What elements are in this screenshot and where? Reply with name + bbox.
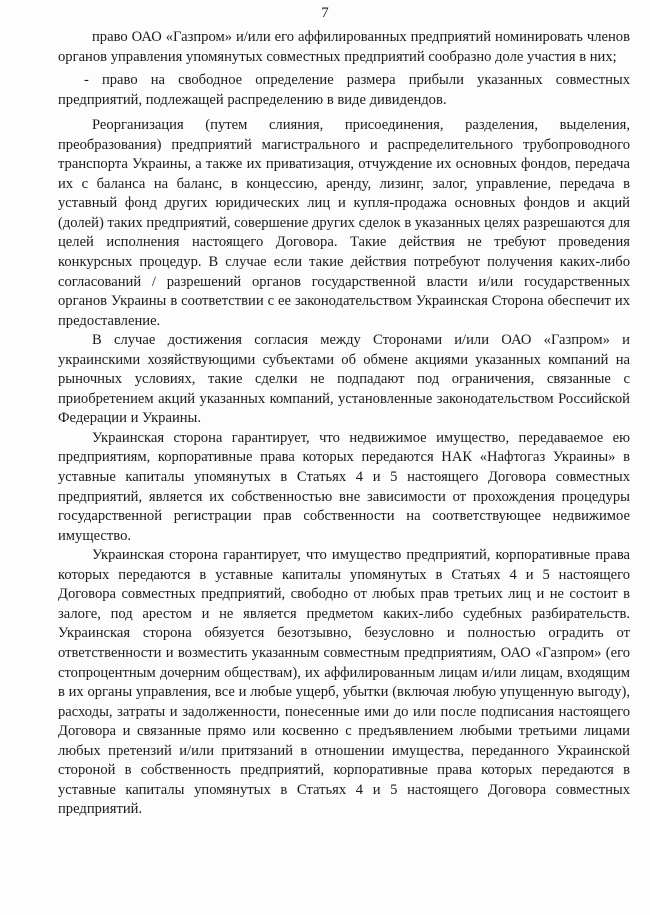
page-number: 7 bbox=[321, 5, 329, 21]
paragraph-1: право ОАО «Газпром» и/или его аффилированных предприятий номинировать членов органов управления упомянутых совместных предприятий сообразно доле участия в них; bbox=[58, 29, 630, 65]
paragraph-5: Украинская сторона гарантирует, что недвижимое имущество, передаваемое ею предприятиям, корпоративные права которых передаются НАК «Нафтогаз Украины» в уставные капиталы упомянутых в Статьях 4 и 5 настоящего Договора совместных предприятий, является их собственностью вне зависимости от прохождения процедуры государственной регистрации прав собственности на соответствующее недвижимое имущество. bbox=[58, 429, 630, 544]
paragraph-4: В случае достижения согласия между Сторонами и/или ОАО «Газпром» и украинскими хозяйствующими субъектами об обмене акциями указанных компаний на рыночных условиях, такие сделки не подпадают под ограничения, связанные с приобретением акций указанных компаний, установленные законодательством Российской Федерации и Украины. bbox=[58, 332, 630, 427]
document-body bbox=[58, 28, 630, 820]
paragraph-3: Реорганизация (путем слияния, присоединения, разделения, выделения, преобразования) предприятий магистрального и распределительного трубопроводного транспорта Украины, а также их приватизация, отчуждение их основных фондов, передача их с баланса на баланс, в концессию, аренду, лизинг, залог, управление, передача в уставный фонд других юридических лиц и купля-продажа основных фондов и акций (долей) таких предприятий, совершение других сделок в указанных целях разрешаются для целей исполнения настоящего Договора. Такие действия не требуют проведения конкурсных процедур. В случае если такие действия потребуют получения каких-либо согласований / разрешений органов государственной власти и/или государственных органов Украины в соответствии с ее законодательством Украинская Сторона обеспечит их предоставление. bbox=[58, 117, 630, 329]
paragraph-2: - право на свободное определение размера прибыли указанных совместных предприятий, подлежащей распределению в виде дивидендов. bbox=[58, 72, 630, 108]
paragraph-6: Украинская сторона гарантирует, что имущество предприятий, корпоративные права которых передаются в уставные капиталы упомянутых в Статьях 4 и 5 настоящего Договора совместных предприятий, свободно от любых прав третьих лиц и не состоит в залоге, под арестом и не является предметом каких-либо судебных разбирательств. Украинская сторона обязуется безотзывно, безусловно и полностью оградить от ответственности и возместить указанным совместным предприятиям, ОАО «Газпром» (его стопроцентным дочерним обществам), их аффилированным лицам и/или лицам, входящим в их органы управления, все и любые ущерб, убытки (включая любую упущенную выгоду), расходы, затраты и задолженности, понесенные ими до или после подписания настоящего Договора и связанные прямо или косвенно с предъявлением любыми третьими лицами любых претензий и/или притязаний в отношении имущества, переданного Украинской стороной в собственность предприятий, корпоративные права которых передаются в уставные капиталы упомянутых в Статьях 4 и 5 настоящего Договора совместных предприятий. bbox=[58, 547, 630, 818]
